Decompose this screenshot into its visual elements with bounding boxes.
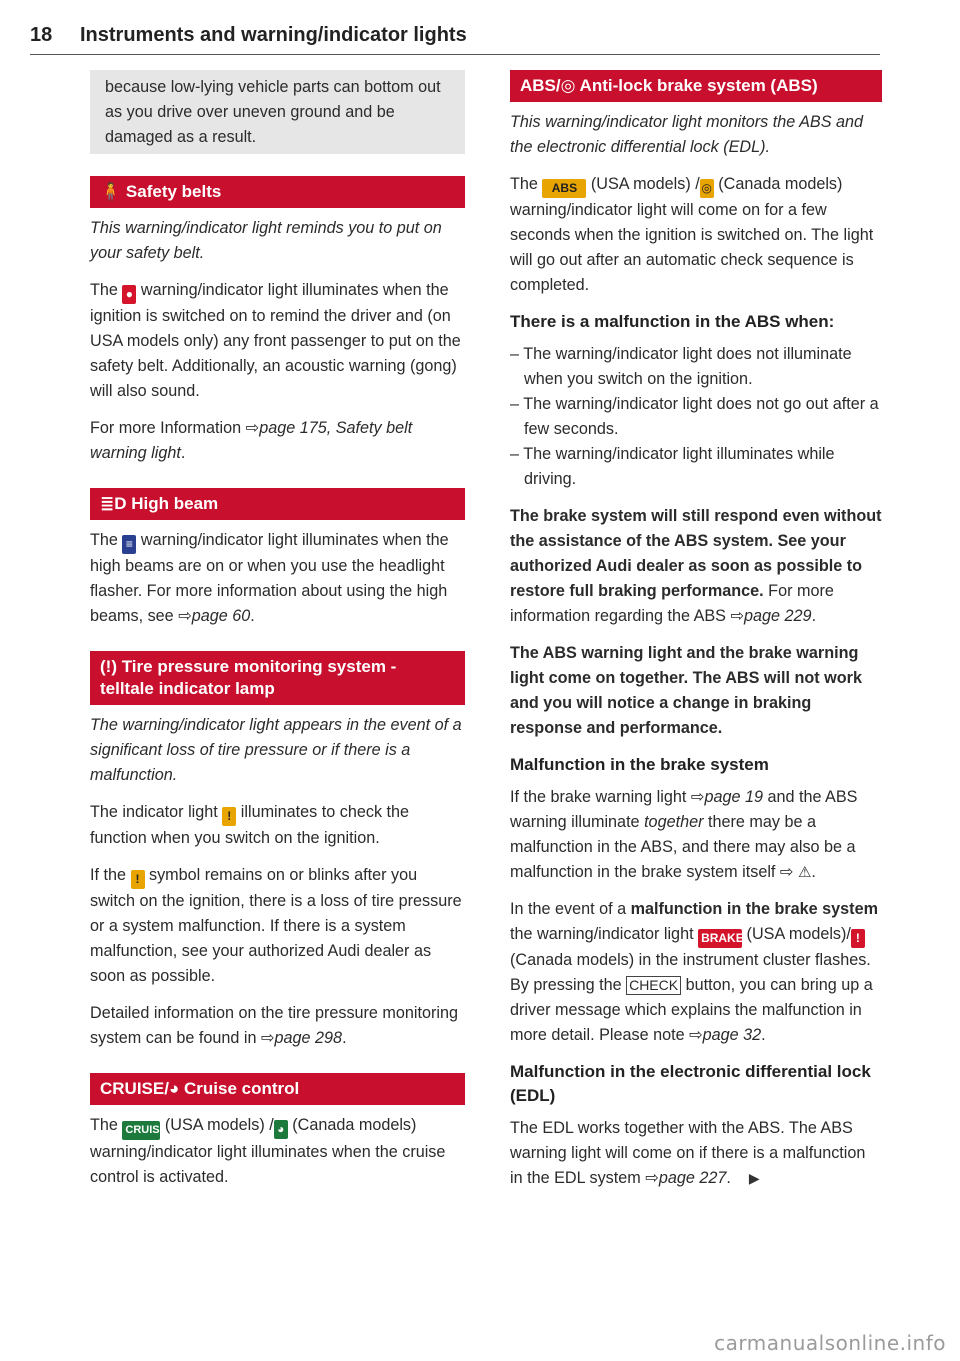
section-title: Anti-lock brake system (ABS) [575, 76, 818, 95]
page-link[interactable]: ⇨page 19 [690, 788, 763, 806]
section-intro: This warning/indicator light monitors the ABS and the electronic differential lock (EDL). [510, 113, 864, 156]
section-bar-tire-pressure [90, 651, 465, 705]
page-number: 18 [30, 24, 53, 46]
page-link[interactable]: ⇨page 229 [730, 607, 812, 625]
warning-triangle-icon: ⚠ [797, 864, 812, 881]
section-intro: The warning/indicator light appears in the event of a significant loss of tire pressure or if there is a malfunction. [90, 716, 462, 784]
paragraph: The indicator light ! illuminates to check the function when you switch on the ignition. [90, 803, 410, 847]
section-intro: This warning/indicator light reminds you to put on your safety belt. [90, 219, 442, 262]
section-bar-cruise-control [90, 1073, 465, 1105]
continued-arrow-icon: ▶ [748, 1170, 760, 1186]
brake-usa-icon: BRAKE [698, 929, 742, 948]
paragraph: If the brake warning light ⇨page 19 and the ABS warning illuminate together there may be a malfunction in the ABS, and there may also be a malfunction in the brake system itself ⇨ ⚠. [510, 788, 858, 881]
chapter-title: Instruments and warning/indicator lights [80, 24, 467, 46]
page-header [30, 24, 880, 55]
section-bar-abs: ABS/◎ Anti-lock brake system (ABS) [510, 70, 882, 102]
paragraph: The EDL works together with the ABS. The ABS warning light will come on if there is a malfunction in the EDL system ⇨page 227. ▶ [510, 1116, 882, 1191]
page-link[interactable]: ⇨page 227 [645, 1169, 727, 1187]
bold-paragraph: The ABS warning light and the brake warning light come on together. The ABS will not work and you will notice a change in braking response and performance. [510, 644, 862, 737]
check-key: CHECK [626, 976, 681, 995]
paragraph: The brake system will still respond even without the assistance of the ABS system. See your authorized Audi dealer as soon as possible to restore full braking performance. For more information regarding the ABS ⇨page 229. [510, 507, 882, 625]
paragraph: The CRUISE (USA models) / ◕ (Canada models) warning/indicator light illuminates when the cruise control is activated. [90, 1116, 446, 1186]
cruise-usa-icon: CRUISE [122, 1121, 160, 1140]
section-title: Cruise control [183, 1079, 300, 1098]
section-bar-safety-belts [90, 176, 465, 208]
seatbelt-warning-icon: ● [122, 285, 136, 304]
paragraph: For more Information ⇨page 175, Safety belt warning light. [90, 419, 413, 462]
paragraph: In the event of a malfunction in the brake system the warning/indicator light BRAKE (USA models)/ ! (Canada models) in the instrument cluster flashes. By pressing the CHECK button, you can bring up a driver message which explains the malfunction in more detail. Please note ⇨page 32. [510, 900, 878, 1044]
right-column [510, 70, 882, 1191]
page-link[interactable]: ⇨page 175, Safety belt warning light [90, 419, 413, 462]
paragraph: Detailed information on the tire pressure monitoring system can be found in ⇨page 298. [90, 1004, 459, 1047]
brake-canada-icon: ! [851, 929, 865, 948]
paragraph: The ● warning/indicator light illuminates when the ignition is switched on to remind the driver and (on USA models only) any front passenger to put on the safety belt. Additionally, an acoustic warning (gong) will also sound. [90, 281, 461, 400]
paragraph: The ABS (USA models) / ◎ (Canada models) warning/indicator light will come on for a few seconds when the ignition is switched on. The light will go out after an automatic check sequence is completed. [510, 175, 874, 294]
section-title: Safety belts [125, 182, 222, 201]
section-bar-high-beam [90, 488, 465, 520]
page-link[interactable]: ⇨page 298 [260, 1029, 343, 1047]
high-beam-indicator-icon: ≡ [122, 535, 136, 554]
paragraph: If the ! symbol remains on or blinks after you switch on the ignition, there is a loss of tire pressure or a system malfunction. If there is a system malfunction, see your authorized Audi dealer as soon as possible. [90, 866, 462, 985]
cruise-label: CRUISE/ [100, 1079, 169, 1098]
seatbelt-icon: 🧍 [100, 182, 122, 201]
section-title-line2: telltale indicator lamp [100, 679, 275, 698]
continued-note-text: because low-lying vehicle parts can bottom out as you drive over uneven ground and be damaged as a result. [105, 78, 441, 146]
list-item: – The warning/indicator light does not illuminate when you switch on the ignition. [510, 345, 852, 388]
section-title-line1: Tire pressure monitoring system - [121, 657, 397, 676]
left-column [90, 70, 465, 1190]
high-beam-icon: ≣D [100, 494, 127, 513]
list-item: – The warning/indicator light does not go out after a few seconds. [510, 395, 879, 438]
abs-icon: ◎ [560, 76, 576, 95]
tire-pressure-indicator-icon: ! [222, 807, 236, 826]
tire-pressure-indicator-icon: ! [131, 870, 145, 889]
tire-pressure-icon: (!) [100, 657, 117, 676]
paragraph: The ≡ warning/indicator light illuminates when the high beams are on or when you use the headlight flasher. For more information about using the high beams, see ⇨page 60. [90, 531, 449, 625]
watermark: carmanualsonline.info [714, 1331, 946, 1355]
section-title: High beam [131, 494, 219, 513]
cruise-control-icon: ◕ [168, 1079, 180, 1098]
sub-heading: Malfunction in the electronic differential lock (EDL) [510, 1062, 871, 1105]
abs-canada-icon: ◎ [700, 179, 714, 198]
sub-heading: Malfunction in the brake system [510, 755, 769, 774]
page-link[interactable]: ⇨page 60 [178, 607, 251, 625]
abs-usa-icon: ABS [542, 179, 586, 198]
list-item: – The warning/indicator light illuminates while driving. [510, 445, 835, 488]
sub-heading: There is a malfunction in the ABS when: [510, 312, 835, 331]
page-link[interactable]: ⇨page 32 [689, 1026, 762, 1044]
continued-note-box [90, 70, 465, 154]
cruise-canada-icon: ◕ [274, 1120, 288, 1139]
